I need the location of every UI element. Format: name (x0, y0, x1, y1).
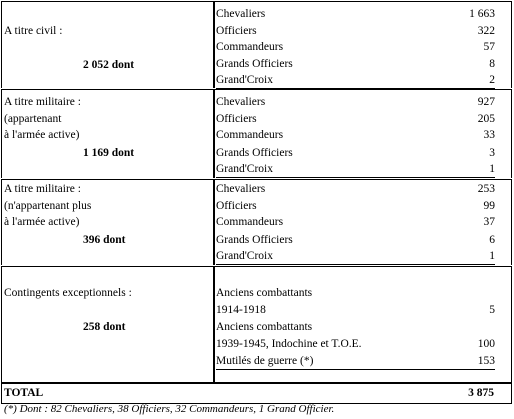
row-value: 99 (483, 200, 495, 212)
table-border-left (1, 267, 2, 383)
table-row (216, 302, 495, 318)
group-label: à l'armée active) (4, 216, 80, 228)
row-value: 3 (489, 147, 495, 159)
table-row (216, 94, 495, 110)
group-label: A titre militaire : (4, 183, 81, 195)
row-label: Grands Officiers (216, 147, 293, 159)
row-label: Grand'Croix (216, 250, 274, 262)
table-row (216, 198, 495, 214)
group-civil (1, 1, 512, 88)
row-label: Grands Officiers (216, 58, 293, 70)
row-label: Grand'Croix (216, 74, 274, 86)
row-value: 205 (477, 113, 495, 125)
row-value: 1 (489, 163, 495, 175)
row-label: Officiers (216, 113, 257, 125)
column-divider (213, 90, 215, 178)
group-label: (appartenant (4, 113, 62, 125)
column-divider (213, 267, 215, 383)
table-border-right (511, 2, 512, 88)
total-row (1, 382, 512, 404)
row-value: 253 (477, 183, 495, 195)
row-label: Grand'Croix (216, 163, 274, 175)
row-value: 8 (489, 58, 495, 70)
table-row (216, 319, 495, 335)
row-label: Officiers (216, 25, 257, 37)
table-row (216, 6, 495, 22)
group-label: (n'appartenant plus (4, 200, 92, 212)
decorations-table (1, 1, 512, 401)
group-label: à l'armée active) (4, 129, 80, 141)
table-row (216, 127, 495, 143)
row-value: 1 663 (469, 8, 495, 20)
table-border-right (511, 90, 512, 178)
total-label: TOTAL (4, 387, 44, 399)
row-label: 1914-1918 (216, 304, 266, 316)
table-row (216, 56, 495, 72)
table-border-left (1, 180, 2, 265)
table-border-left (1, 90, 2, 178)
row-label: Commandeurs (216, 41, 284, 53)
table-row (216, 181, 495, 197)
group-total: 2 052 dont (83, 59, 135, 71)
column-divider (213, 180, 215, 265)
table-row (216, 285, 495, 301)
row-label: Anciens combattants (216, 321, 313, 333)
row-label: Chevaliers (216, 183, 266, 195)
group-contingents (1, 266, 512, 383)
row-value: 2 (489, 74, 495, 86)
group-military-retired (1, 179, 512, 265)
row-label: Mutilés de guerre (*) (216, 355, 314, 367)
table-row (216, 39, 495, 55)
row-value: 1 (489, 250, 495, 262)
table-border-left (1, 384, 2, 403)
table-row (216, 145, 495, 161)
table-border-right (511, 180, 512, 265)
row-value: 33 (483, 129, 495, 141)
table-border-left (1, 2, 2, 88)
row-value: 57 (483, 41, 495, 53)
row-value: 100 (477, 338, 495, 350)
footnote: (*) Dont : 82 Chevaliers, 38 Officiers, 32 Commandeurs, 1 Grand Officier. (4, 403, 335, 415)
table-border-right (511, 384, 512, 403)
row-value: 6 (489, 234, 495, 246)
table-row (216, 232, 495, 248)
row-value: 37 (483, 216, 495, 228)
row-label: Commandeurs (216, 216, 284, 228)
table-row (216, 214, 495, 230)
row-label: Anciens combattants (216, 287, 313, 299)
row-value: 153 (477, 355, 495, 367)
group-label: A titre militaire : (4, 96, 81, 108)
row-value: 322 (477, 25, 495, 37)
row-label: Chevaliers (216, 8, 266, 20)
group-total: 258 dont (83, 321, 126, 333)
row-label: Officiers (216, 200, 257, 212)
table-row (216, 336, 495, 352)
group-label: Contingents exceptionnels : (4, 287, 132, 299)
table-row (216, 23, 495, 39)
row-label: Chevaliers (216, 96, 266, 108)
group-military-active (1, 89, 512, 178)
column-divider (213, 2, 215, 88)
group-label: A titre civil : (4, 25, 63, 37)
total-value: 3 875 (468, 387, 494, 399)
row-value: 5 (489, 304, 495, 316)
table-row (216, 72, 495, 89)
row-value: 927 (477, 96, 495, 108)
row-label: Commandeurs (216, 129, 284, 141)
table-row (216, 248, 495, 265)
table-row (216, 353, 495, 370)
table-border-right (511, 267, 512, 383)
table-row (216, 111, 495, 127)
row-label: Grands Officiers (216, 234, 293, 246)
group-total: 1 169 dont (83, 147, 135, 159)
row-label: 1939-1945, Indochine et T.O.E. (216, 338, 362, 350)
table-row (216, 161, 495, 178)
group-total: 396 dont (83, 234, 126, 246)
